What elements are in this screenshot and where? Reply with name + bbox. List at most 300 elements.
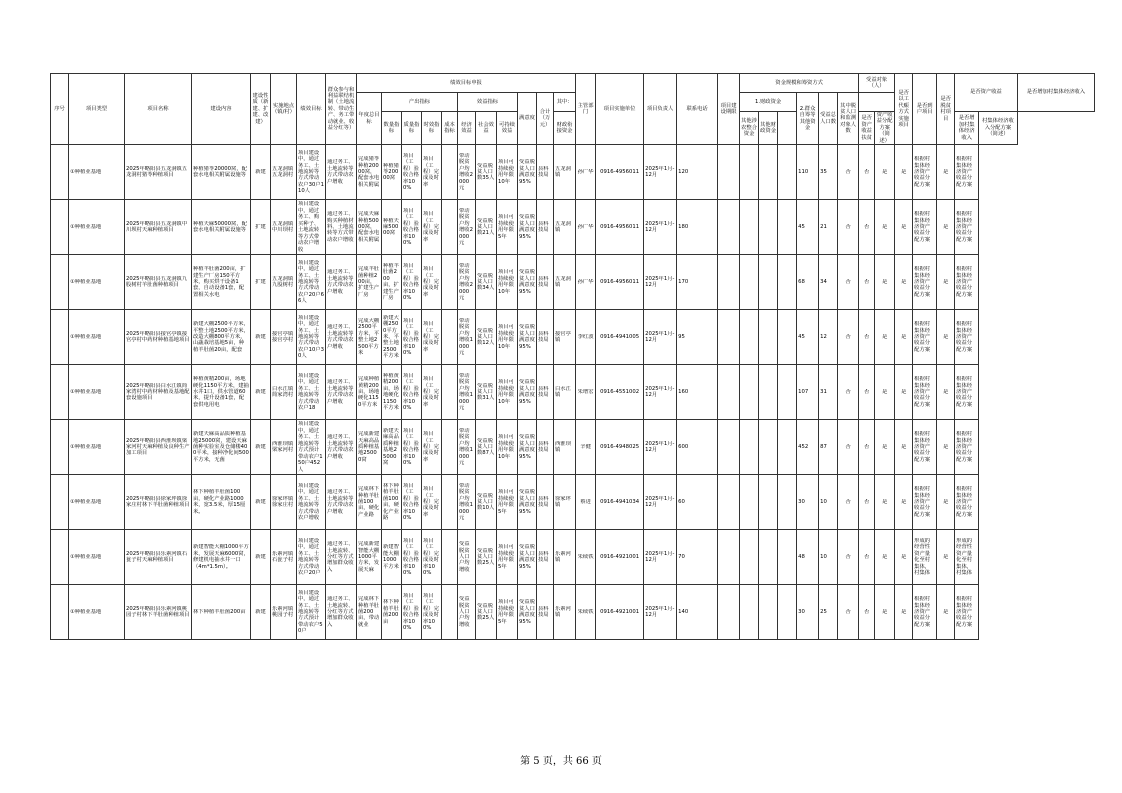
econ-cell: 带动脱贫户均增收1000元: [458, 365, 476, 420]
header-nature: 建设性质（新建、扩建、改建）: [251, 74, 271, 145]
relocation-cell: 是: [875, 475, 895, 530]
fiscal-direct-cell: [718, 365, 740, 420]
dept-cell: 县科技局: [537, 475, 554, 530]
goal-cell: 项目建设中，通过务工、土地流转等方式带动农户30户110人: [297, 145, 326, 200]
asset-poor-cell: 是: [895, 585, 913, 640]
asset-plan-cell: 根据村集体经济资产收益分配方案: [913, 200, 937, 255]
seq-cell: [51, 475, 69, 530]
total-cell: 180: [677, 200, 718, 255]
econ-cell: 带动脱贫户均增收1000元: [458, 420, 476, 475]
location-cell: 五龙洞镇中川坝村: [271, 200, 297, 255]
annual-goal-cell: 完成新建天麻高品质种植基地25000窝: [357, 420, 382, 475]
header-person: 项目负责人: [644, 74, 677, 145]
timeliness-cell: 项目（工程）完成及时率100%: [422, 585, 442, 640]
dept-cell: 县科技局: [537, 365, 554, 420]
asset-project-cell: 否: [859, 145, 875, 200]
timeliness-cell: 项目（工程）完成及时率: [422, 365, 442, 420]
unit-cell: 乐素河镇: [554, 585, 576, 640]
content-cell: 种植黄精200亩，场地硬化1150平方米，建抽水井1口，供水管道60米，提升设备1套，配套供电用电: [192, 365, 251, 420]
phone-cell: 0916-4551002: [596, 365, 644, 420]
sustain-cell: 项目可持续使用年限5年: [497, 530, 518, 585]
fiscal-else-cell: [759, 365, 778, 420]
nature-cell: 扩建: [251, 200, 271, 255]
period-cell: 2025年1月-12月: [644, 255, 677, 310]
sustain-cell: 项目可持续使用年限5年: [497, 585, 518, 640]
households-cell: 452: [797, 420, 819, 475]
unit-cell: 西淮坝镇: [554, 420, 576, 475]
page-footer: 第 5 页，共 66 页: [520, 756, 602, 767]
asset-plan-cell: 根据村集体经济资产收益分配方案: [913, 145, 937, 200]
goal-cell: 项目建设中，通过务工、土地流转等方式带动农户20户: [297, 530, 326, 585]
content-cell: 种植天麻50000窝，配套水电相关附属设施等: [192, 200, 251, 255]
table-row: [51, 475, 1095, 530]
poor-cell: 35: [819, 145, 838, 200]
seq-cell: [51, 200, 69, 255]
period-cell: 2025年1月-12月: [644, 310, 677, 365]
fiscal-other-cell: [740, 310, 759, 365]
header-workfare: 是否以工代赈方式实施项目: [895, 74, 913, 145]
relocation-cell: 是: [875, 200, 895, 255]
village-plan-cell: 根据村集体经济资产收益分配方案: [955, 145, 979, 200]
name-cell: 2025年略阳县白水江镇简家湾村中药材种植及基地配套设施项目: [125, 365, 192, 420]
timeliness-cell: 项目（工程）完成及时率100%: [422, 530, 442, 585]
total-cell: 95: [677, 310, 718, 365]
header-among: 其中：: [554, 93, 576, 112]
header-asset-group: 是否资产收益: [955, 74, 1018, 112]
asset-plan-cell: 根据村集体经济资产收益分配方案: [913, 255, 937, 310]
table-row: [51, 420, 1095, 475]
dept-cell: 县科技局: [537, 145, 554, 200]
self-raised-cell: [778, 420, 797, 475]
period-cell: 2025年1月-12月: [644, 530, 677, 585]
asset-plan-cell: 根据村集体经济资产收益分配方案: [913, 420, 937, 475]
self-raised-cell: [778, 475, 797, 530]
header-perf-group: 绩效目标申报: [357, 74, 576, 93]
location-cell: 徐家坪镇徐家庄村: [271, 475, 297, 530]
type-cell: ①种植业基地: [69, 310, 125, 365]
participation-cell: 通过务工、土地流转等方式带动农户增收: [326, 475, 357, 530]
cost-cell: [442, 310, 458, 365]
goal-cell: 项目建设中，通过务工、土地流转等方式带动农户增收: [297, 475, 326, 530]
econ-cell: 带动脱贫户均增收1000元: [458, 310, 476, 365]
satisfaction-cell: 受益脱贫人口满意度95%: [518, 420, 537, 475]
cost-cell: [442, 475, 458, 530]
phone-cell: 0916-4941034: [596, 475, 644, 530]
cost-cell: [442, 530, 458, 585]
header-village-plan: 村集体经济收入分配方案（简述）: [979, 112, 1018, 145]
households-cell: 45: [797, 200, 819, 255]
header-annual-goal: 年度总目标: [357, 93, 382, 145]
unit-cell: 白水江镇: [554, 365, 576, 420]
timeliness-cell: 项目（工程）完成及时率: [422, 145, 442, 200]
name-cell: 2025年略阳县西淮坝镇梁家河村天麻种植及良种生产加工项目: [125, 420, 192, 475]
total-cell: 60: [677, 475, 718, 530]
social-cell: 受益脱贫人口数87人: [476, 420, 497, 475]
table-row: [51, 145, 1095, 200]
header-project-type: 项目类型: [69, 74, 125, 145]
asset-project-cell: 否: [859, 365, 875, 420]
asset-project-cell: 否: [859, 200, 875, 255]
name-cell: 2025年略阳县五龙洞镇九股树村羊肚菌种植项目: [125, 255, 192, 310]
fiscal-direct-cell: [718, 310, 740, 365]
name-cell: 2025年略阳县乐素河镇桃园子村林下羊肚菌种植项目: [125, 585, 192, 640]
workfare-cell: 否: [838, 585, 859, 640]
seq-cell: [51, 420, 69, 475]
social-cell: 受益脱贫人口数25人: [476, 530, 497, 585]
quality-cell: 项目（工程）验收合格率100%: [402, 585, 422, 640]
village-inc-cell: 是: [937, 420, 955, 475]
fiscal-other-cell: [740, 530, 759, 585]
header-output-group: 产出指标: [382, 93, 458, 112]
fiscal-direct-cell: [718, 530, 740, 585]
qty-cell: 种植猪苓20000窝: [382, 145, 402, 200]
asset-project-cell: 否: [859, 475, 875, 530]
satisfaction-cell: 受益脱贫人口满意度95%: [518, 475, 537, 530]
type-cell: ①种植业基地: [69, 585, 125, 640]
quality-cell: 项目（工程）验收合格率100%: [402, 200, 422, 255]
dept-cell: 县科技局: [537, 200, 554, 255]
econ-cell: 受益脱贫人口户均增收: [458, 585, 476, 640]
econ-cell: 受益脱贫人口户均增收: [458, 530, 476, 585]
cost-cell: [442, 200, 458, 255]
seq-cell: [51, 255, 69, 310]
social-cell: 受益脱贫人口数10人: [476, 475, 497, 530]
poor-cell: 34: [819, 255, 838, 310]
poor-cell: 31: [819, 365, 838, 420]
households-cell: 68: [797, 255, 819, 310]
unit-cell: 五龙洞镇: [554, 200, 576, 255]
type-cell: ①种植业基地: [69, 200, 125, 255]
asset-plan-cell: 根据村集体经济资产收益分配方案: [913, 365, 937, 420]
type-cell: ①种植业基地: [69, 365, 125, 420]
header-households: 受益总人口数: [819, 93, 838, 145]
nature-cell: 新建: [251, 365, 271, 420]
person-cell: 朱续铁: [576, 530, 596, 585]
social-cell: 受益脱贫人口数12人: [476, 310, 497, 365]
relocation-cell: 是: [875, 310, 895, 365]
poor-cell: 87: [819, 420, 838, 475]
poor-cell: 12: [819, 310, 838, 365]
participation-cell: 通过务工、土地流转、分红等方式增加群众收入: [326, 530, 357, 585]
phone-cell: 0916-4941005: [596, 310, 644, 365]
dept-cell: 县科技局: [537, 420, 554, 475]
participation-cell: 通过务工、土地流转等方式带动农户增收: [326, 365, 357, 420]
timeliness-cell: 项目（工程）完成及时率: [422, 200, 442, 255]
workfare-cell: 否: [838, 420, 859, 475]
goal-cell: 项目建设中，通过务工、土地流转等方式带动农户10户30人: [297, 310, 326, 365]
annual-goal-cell: 完成新建智能大棚1000平方米，发展天麻: [357, 530, 382, 585]
timeliness-cell: 项目（工程）完成及时率: [422, 310, 442, 365]
social-cell: 受益脱贫人口数31人: [476, 365, 497, 420]
nature-cell: 新建: [251, 310, 271, 365]
village-plan-cell: 形成的经营性资产量化至村集体，村集体: [955, 530, 979, 585]
village-plan-cell: 根据村集体经济资产收益分配方案: [955, 310, 979, 365]
relocation-cell: 是: [875, 255, 895, 310]
person-cell: 孙广华: [576, 200, 596, 255]
asset-plan-cell: 根据村集体经济资产收益分配方案: [913, 475, 937, 530]
sustain-cell: 项目可持续使用年限10年: [497, 255, 518, 310]
name-cell: 2025年略阳县五龙洞镇中川坝村天麻种植项目: [125, 200, 192, 255]
header-total: 合计（万元）: [537, 93, 554, 145]
annual-goal-cell: 完成猪苓种植20000窝，配套水电相关附属: [357, 145, 382, 200]
period-cell: 2025年1月-12月: [644, 200, 677, 255]
social-cell: 受益脱贫人口数35人: [476, 145, 497, 200]
poor-cell: 25: [819, 585, 838, 640]
nature-cell: 新建: [251, 420, 271, 475]
person-cell: 蔡进: [576, 475, 596, 530]
nature-cell: 新建: [251, 145, 271, 200]
phone-cell: 0916-4921001: [596, 585, 644, 640]
cost-cell: [442, 420, 458, 475]
participation-cell: 通过务工、土地流转等方式带动农户增收: [326, 420, 357, 475]
annual-goal-cell: 完成种植黄精200亩，场地硬化1150平方米: [357, 365, 382, 420]
content-cell: 种植羊肚菌200亩，扩建生产厂房150平方米，购买烘干设备1套，自动设备1套，配置相关水电: [192, 255, 251, 310]
name-cell: 2025年略阳县徐家坪镇徐家庄村林下羊肚菌种植项目: [125, 475, 192, 530]
quality-cell: 项目（工程）验收合格率100%: [402, 255, 422, 310]
village-inc-cell: 是: [937, 585, 955, 640]
header-asset-project: 是否到户项目: [913, 74, 937, 145]
asset-plan-cell: 根据村集体经济资产收益分配方案: [913, 310, 937, 365]
village-inc-cell: 是: [937, 475, 955, 530]
phone-cell: 0916-4948025: [596, 420, 644, 475]
cost-cell: [442, 145, 458, 200]
sustain-cell: 项目可持续使用年限5年: [497, 200, 518, 255]
header-location: 实施地点（镇/村）: [271, 74, 297, 145]
households-cell: 30: [797, 585, 819, 640]
self-raised-cell: [778, 145, 797, 200]
asset-poor-cell: 是: [895, 420, 913, 475]
location-cell: 五龙洞镇五龙洞村: [271, 145, 297, 200]
header-content: 建设内容: [192, 74, 251, 145]
quality-cell: 项目（工程）验收合格率100%: [402, 145, 422, 200]
header-goal: 绩效目标: [297, 74, 326, 145]
type-cell: ①种植业基地: [69, 475, 125, 530]
type-cell: ①种植业基地: [69, 145, 125, 200]
fiscal-else-cell: [759, 145, 778, 200]
satisfaction-cell: 受益脱贫人口满意度95%: [518, 365, 537, 420]
name-cell: 2025年略阳县接官亭镇接官亭村中药材种植基地项目: [125, 310, 192, 365]
nature-cell: 新建: [251, 530, 271, 585]
type-cell: ①种植业基地: [69, 530, 125, 585]
name-cell: 2025年略阳县五龙洞镇五龙洞村猪苓种植项目: [125, 145, 192, 200]
asset-poor-cell: 是: [895, 200, 913, 255]
table-row: [51, 310, 1095, 365]
quality-cell: 项目（工程）验收合格率100%: [402, 530, 422, 585]
table-row: [51, 200, 1095, 255]
households-cell: 107: [797, 365, 819, 420]
unit-cell: 乐素河镇: [554, 530, 576, 585]
header-econ: 经济效益: [458, 112, 476, 145]
relocation-cell: 是: [875, 420, 895, 475]
total-cell: 70: [677, 530, 718, 585]
total-cell: 600: [677, 420, 718, 475]
fiscal-direct-cell: [718, 585, 740, 640]
seq-cell: [51, 585, 69, 640]
self-raised-cell: [778, 365, 797, 420]
asset-project-cell: 否: [859, 255, 875, 310]
header-participation: 群众参与和利益联结机制（土地流转、带动生产、务工带动就业、收益分红等）: [326, 74, 357, 145]
workfare-cell: 否: [838, 255, 859, 310]
satisfaction-cell: 受益脱贫人口满意度95%: [518, 200, 537, 255]
header-period: 项目建设期限: [718, 74, 740, 145]
poor-cell: 10: [819, 475, 838, 530]
table-row: [51, 365, 1095, 420]
dept-cell: 县科技局: [537, 530, 554, 585]
self-raised-cell: [778, 530, 797, 585]
participation-cell: 通过务工、土地流转等方式带动农户增收: [326, 145, 357, 200]
village-plan-cell: 根据村集体经济资产收益分配方案: [955, 255, 979, 310]
project-table: [50, 73, 1095, 640]
participation-cell: 通过务工、土地流转等方式带动农户增收: [326, 255, 357, 310]
dept-cell: 县科技局: [537, 585, 554, 640]
person-cell: 孙广华: [576, 145, 596, 200]
seq-cell: [51, 145, 69, 200]
fiscal-direct-cell: [718, 145, 740, 200]
sustain-cell: 项目可持续使用年限10年: [497, 310, 518, 365]
village-plan-cell: 根据村集体经济资产收益分配方案: [955, 200, 979, 255]
quality-cell: 项目（工程）验收合格率100%: [402, 365, 422, 420]
name-cell: 2025年略阳县乐素河镇石瓮子村天麻种植项目: [125, 530, 192, 585]
header-fund-group: 资金规模和筹资方式: [740, 74, 859, 93]
total-cell: 120: [677, 145, 718, 200]
fiscal-else-cell: [759, 585, 778, 640]
header-fiscal-spacer: [778, 112, 797, 145]
goal-cell: 项目建设中，通过务工、土地流转等方式带动农户20户66人: [297, 255, 326, 310]
asset-poor-cell: 是: [895, 310, 913, 365]
timeliness-cell: 项目（工程）完成及时率: [422, 475, 442, 530]
asset-poor-cell: 是: [895, 365, 913, 420]
seq-cell: [51, 530, 69, 585]
table-row: [51, 530, 1095, 585]
households-cell: 48: [797, 530, 819, 585]
quality-cell: 项目（工程）验收合格率100%: [402, 475, 422, 530]
sustain-cell: 项目可持续使用年限5年: [497, 475, 518, 530]
social-cell: 受益脱贫人口数34人: [476, 255, 497, 310]
qty-cell: 林下种植羊肚菌100亩，硬化产业路: [382, 475, 402, 530]
asset-project-cell: 否: [859, 585, 875, 640]
person-cell: 朱续铁: [576, 585, 596, 640]
phone-cell: 0916-4956011: [596, 145, 644, 200]
sustain-cell: 项目可持续使用年限10年: [497, 365, 518, 420]
period-cell: 2025年1月-12月: [644, 420, 677, 475]
period-cell: 2025年1月-12月: [644, 475, 677, 530]
header-project-name: 项目名称: [125, 74, 192, 145]
goal-cell: 项目建设中，通过务工、购买种子、土地流转等方式带动农户增收: [297, 200, 326, 255]
header-village-group: 是否增加村集体经济收入: [1017, 74, 1094, 112]
type-cell: ①种植业基地: [69, 255, 125, 310]
satisfaction-cell: 受益脱贫人口满意度95%: [518, 255, 537, 310]
village-inc-cell: 是: [937, 145, 955, 200]
period-cell: 2025年1月-12月: [644, 145, 677, 200]
workfare-cell: 否: [838, 365, 859, 420]
annual-goal-cell: 完成羊肚菌种植200亩，扩建生产厂房: [357, 255, 382, 310]
annual-goal-cell: 完成林下种植羊肚菌100亩，硬化产业路: [357, 475, 382, 530]
asset-poor-cell: 是: [895, 145, 913, 200]
header-asset-poor: 是否资产收益扶贫: [859, 112, 875, 145]
workfare-cell: 否: [838, 145, 859, 200]
location-cell: 乐素河镇石瓮子村: [271, 530, 297, 585]
poor-cell: 10: [819, 530, 838, 585]
person-cell: 孙广华: [576, 255, 596, 310]
cost-cell: [442, 255, 458, 310]
qty-cell: 林下种植羊肚菌200亩: [382, 585, 402, 640]
cost-cell: [442, 365, 458, 420]
econ-cell: 带动脱贫户均增收1000元: [458, 475, 476, 530]
dept-cell: 县科技局: [537, 255, 554, 310]
header-fiscal: 1.财政资金: [740, 93, 797, 112]
location-cell: 乐素河镇桃园子村: [271, 585, 297, 640]
header-self-raised: 2.群众自筹等其他资金: [797, 93, 819, 145]
unit-cell: 接官亭镇: [554, 310, 576, 365]
relocation-cell: 是: [875, 530, 895, 585]
annual-goal-cell: 完成天麻种植50000窝，配套水电相关附属: [357, 200, 382, 255]
period-cell: 2025年1月-12月: [644, 365, 677, 420]
unit-cell: 徐家坪镇: [554, 475, 576, 530]
village-inc-cell: 是: [937, 365, 955, 420]
village-plan-cell: 根据村集体经济资产收益分配方案: [955, 365, 979, 420]
households-cell: 30: [797, 475, 819, 530]
econ-cell: 带动脱贫户均增收2000元: [458, 255, 476, 310]
unit-cell: 五龙洞镇: [554, 255, 576, 310]
asset-poor-cell: 是: [895, 255, 913, 310]
satisfaction-cell: 受益脱贫人口满意度95%: [518, 310, 537, 365]
participation-cell: 通过务工、土地流转等方式带动农户增收: [326, 310, 357, 365]
econ-cell: 带动脱贫户均增收2000元: [458, 200, 476, 255]
relocation-cell: 是: [875, 585, 895, 640]
cost-cell: [442, 585, 458, 640]
participation-cell: 通过务工、购买种植材料、土地流转等方式带动农户增收: [326, 200, 357, 255]
nature-cell: 新建: [251, 585, 271, 640]
fiscal-else-cell: [759, 255, 778, 310]
fiscal-other-cell: [740, 475, 759, 530]
village-inc-cell: 是: [937, 310, 955, 365]
fiscal-other-cell: [740, 145, 759, 200]
header-timeliness: 时效指标: [422, 112, 442, 145]
qty-cell: 种植天麻50000窝: [382, 200, 402, 255]
header-cost: 成本指标: [442, 112, 458, 145]
quality-cell: 项目（工程）验收合格率100%: [402, 420, 422, 475]
workfare-cell: 否: [838, 310, 859, 365]
fiscal-other-cell: [740, 365, 759, 420]
social-cell: 受益脱贫人口数21人: [476, 200, 497, 255]
qty-cell: 种植羊肚菌200亩，扩建生产厂房: [382, 255, 402, 310]
satisfaction-cell: 受益脱贫人口满意度95%: [518, 530, 537, 585]
fiscal-else-cell: [759, 475, 778, 530]
asset-plan-cell: 形成的经营性资产量化至村集体，村集体: [913, 530, 937, 585]
phone-cell: 0916-4956011: [596, 200, 644, 255]
fiscal-other-cell: [740, 255, 759, 310]
content-cell: 新建天麻高品质种植基地25000窝，建设天麻菌种实验室及仓储楼400平米，接种净化间500平方米，无菌: [192, 420, 251, 475]
total-cell: 140: [677, 585, 718, 640]
fiscal-direct-cell: [718, 475, 740, 530]
phone-cell: 0916-4921001: [596, 530, 644, 585]
qty-cell: 种植黄精200亩，场地硬化1150平方米: [382, 365, 402, 420]
content-cell: 林下种植羊肚菌100亩，硬化产业路1000米，宽3.5米，厚15厘米。: [192, 475, 251, 530]
annual-goal-cell: 完成大棚2500平方米，平整土地2500平方米: [357, 310, 382, 365]
fiscal-else-cell: [759, 310, 778, 365]
location-cell: 白水江镇简家湾村: [271, 365, 297, 420]
header-village-inc: 是否增加村集体经济收入: [955, 112, 979, 145]
header-qty: 数量指标: [382, 112, 402, 145]
header-asset-plan: 资产收益分配方案（简述）: [875, 112, 895, 145]
participation-cell: 通过务工、土地流转、分红等方式增加群众收入: [326, 585, 357, 640]
header-seq: 序号: [51, 74, 69, 145]
table-body: [51, 145, 1095, 640]
qty-cell: 新建大棚2500平方米，平整土地2500平方米: [382, 310, 402, 365]
location-cell: 五龙洞镇九股树村: [271, 255, 297, 310]
asset-project-cell: 否: [859, 420, 875, 475]
asset-plan-cell: 根据村集体经济资产收益分配方案: [913, 585, 937, 640]
